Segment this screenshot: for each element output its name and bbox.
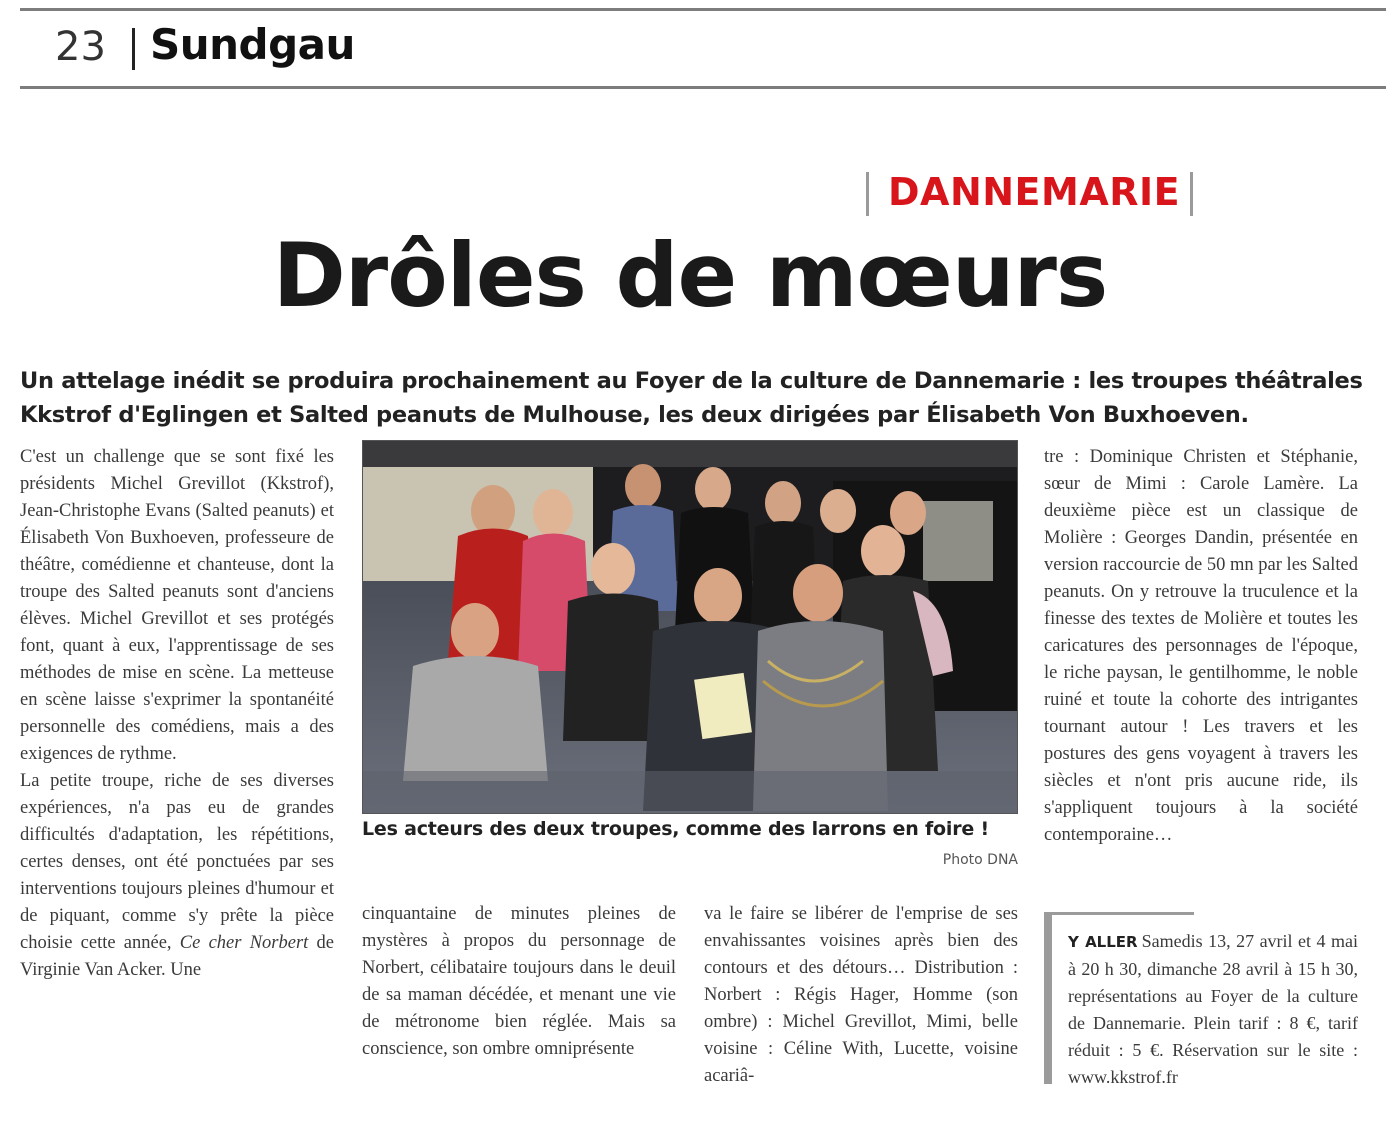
paragraph-2-start: La petite troupe, riche de ses diverses expériences, n'a pas eu de grandes difficultés d'adaptation, les répétitions, certes denses, ont été ponctuées par ses interventions toujours pleines d'humour et de piquant, comme s'y prête la pièce choisie cette année,	[20, 771, 334, 953]
paragraph-2-end: de Virginie Van Acker. Une	[20, 933, 334, 980]
kicker-location: DANNEMARIE	[888, 170, 1181, 214]
page-number: 23	[55, 24, 106, 70]
paragraph-3: cinquantaine de minutes pleines de mystères à propos du personnage de Norbert, célibataire toujours dans le deuil de sa maman décédée, et menant une vie de métronome bien réglée. Mais sa conscience, son ombre omniprésente	[362, 904, 676, 1059]
info-label: Y ALLER	[1068, 933, 1138, 951]
paragraph-2	[20, 768, 334, 984]
text-column-1	[20, 444, 334, 984]
info-box-rule-vertical	[1044, 912, 1052, 1084]
info-box-rule-horizontal	[1044, 912, 1194, 915]
header-separator	[132, 28, 135, 70]
article-photo	[362, 440, 1018, 814]
text-column-3	[704, 901, 1018, 1090]
kicker-bar-right	[1190, 172, 1193, 216]
kicker-bar-left	[866, 172, 869, 216]
header-rule	[20, 86, 1386, 89]
paragraph-4: va le faire se libérer de l'emprise de ses envahissantes voisines après bien des contours et des détours… Distribution : Norbert : Régis Hager, Homme (son ombre) : Michel Grevillot, Mimi, belle voisine : Céline With, Lucette, voisine acariâ-	[704, 904, 1018, 1086]
section-title: Sundgau	[150, 20, 355, 69]
article-lead: Un attelage inédit se produira prochainement au Foyer de la culture de Dannemarie : les troupes théâtrales Kkstrof d'Eglingen et Salted peanuts de Mulhouse, les deux dirigées par Élisabeth Von Buxhoeven.	[20, 368, 1363, 428]
group-photo-illustration	[363, 441, 1018, 814]
text-column-4	[1044, 444, 1358, 849]
photo-caption: Les acteurs des deux troupes, comme des larrons en foire !	[362, 818, 989, 840]
paragraph-5: tre : Dominique Christen et Stéphanie, sœur de Mimi : Carole Lamère. La deuxième pièce est un classique de Molière : Georges Dandin, présentée en version raccourcie de 50 mn par les Salted peanuts. On y retrouve la truculence et la finesse des textes de Molière et toutes les caricatures des personnages de l'époque, le riche paysan, le gentilhomme, le noble ruiné et toute la cohorte des intrigantes tournant autour ! Les travers et les postures des gens voyagent à travers les siècles et n'ont pris aucune ride, ils s'appliquent toujours à la société contemporaine…	[1044, 447, 1358, 845]
top-rule	[20, 8, 1386, 11]
info-text: Samedis 13, 27 avril et 4 mai à 20 h 30, dimanche 28 avril à 15 h 30, représentations au Foyer de la culture de Dannemarie. Plein tarif : 8 €, tarif réduit : 5 €. Réservation sur le site : www.kkstrof.fr	[1068, 931, 1359, 1087]
text-column-2	[362, 901, 676, 1063]
photo-credit: Photo DNA	[942, 852, 1018, 868]
article-headline: Drôles de mœurs	[272, 224, 1108, 327]
play-title: Ce cher Norbert	[179, 933, 309, 953]
paragraph-1: C'est un challenge que se sont fixé les présidents Michel Grevillot (Kkstrof), Jean-Christophe Evans (Salted peanuts) et Élisabeth Von Buxhoeven, professeure de théâtre, comédienne et chanteuse, dont la troupe des Salted peanuts sont d'anciens élèves. Michel Grevillot et ses protégés font, quant à eux, l'apprentissage de ses méthodes de mise en scène. La metteuse en scène laisse s'exprimer la spontanéité personnelle des comédiens, mais a des exigences de rythme.	[20, 447, 334, 764]
event-info-box	[1068, 928, 1358, 1091]
